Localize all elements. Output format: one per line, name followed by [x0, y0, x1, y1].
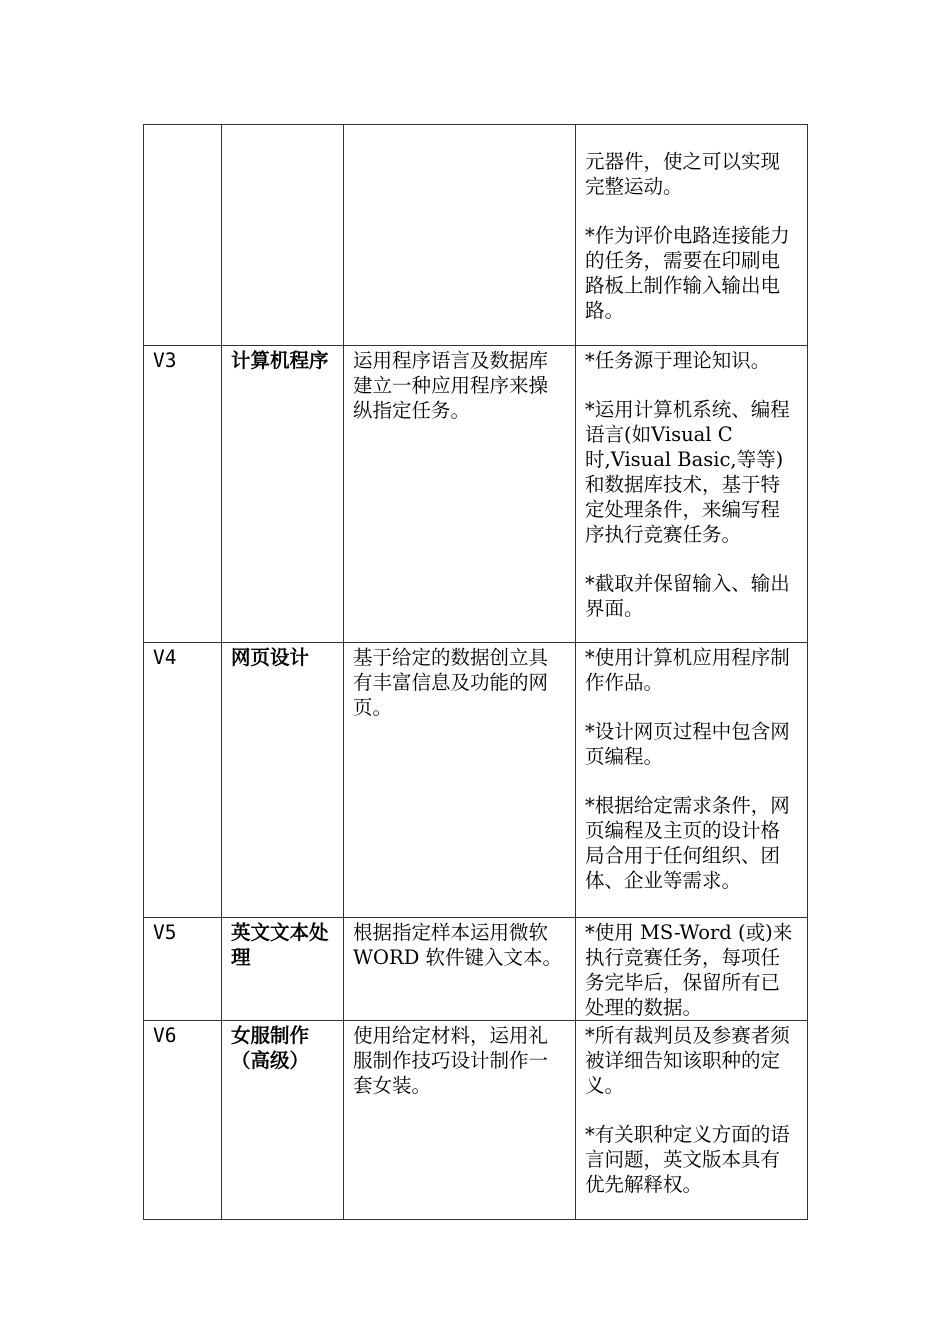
skill-code: V6 [144, 1021, 222, 1220]
requirement-text: 元器件，使之可以实现完整运动。 [585, 150, 781, 198]
requirement-text: *所有裁判员及参赛者须被详细告知该职种的定义。 [585, 1024, 790, 1097]
requirement-text: *任务源于理论知识。 [585, 349, 771, 372]
requirement-text: *有关职种定义方面的语言问题，英文版本具有优先解释权。 [585, 1123, 790, 1196]
skills-table [143, 124, 808, 1220]
skill-name: 网页设计 [222, 643, 344, 918]
requirement-text: *作为评价电路连接能力的任务，需要在印刷电路板上制作输入输出电路。 [585, 224, 790, 322]
skill-description: 根据指定样本运用微软 WORD 软件键入文本。 [344, 918, 576, 1021]
requirement-text: *使用计算机应用程序制作作品。 [585, 646, 790, 694]
skill-code: V5 [144, 918, 222, 1021]
skill-requirements [576, 346, 808, 643]
table-row [144, 918, 808, 1021]
requirement-text: *截取并保留输入、输出界面。 [585, 572, 790, 620]
skill-name: 计算机程序 [222, 346, 344, 643]
skill-code: V4 [144, 643, 222, 918]
skill-requirements [576, 918, 808, 1021]
skill-description [344, 125, 576, 346]
skill-description: 运用程序语言及数据库建立一种应用程序来操纵指定任务。 [344, 346, 576, 643]
requirement-text: *使用 MS-Word (或)来执行竞赛任务，每项任务完毕后，保留所有已处理的数据。 [585, 921, 793, 1019]
skill-code [144, 125, 222, 346]
skill-name: 英文文本处理 [222, 918, 344, 1021]
requirement-text: *根据给定需求条件，网页编程及主页的设计格局合用于任何组织、团体、企业等需求。 [585, 794, 790, 892]
skill-description: 使用给定材料，运用礼服制作技巧设计制作一套女装。 [344, 1021, 576, 1220]
requirement-text: *运用计算机系统、编程语言(如Visual C 时,Visual Basic,等等)和数据库技术，基于特定处理条件，来编写程序执行竞赛任务。 [585, 398, 790, 546]
skill-name: 女服制作（高级） [222, 1021, 344, 1220]
skill-requirements [576, 643, 808, 918]
table-row [144, 643, 808, 918]
skill-requirements [576, 125, 808, 346]
table-row [144, 346, 808, 643]
skill-description: 基于给定的数据创立具有丰富信息及功能的网页。 [344, 643, 576, 918]
skill-code: V3 [144, 346, 222, 643]
requirement-text: *设计网页过程中包含网页编程。 [585, 720, 790, 768]
skill-requirements [576, 1021, 808, 1220]
skill-name [222, 125, 344, 346]
table-row [144, 125, 808, 346]
table-row [144, 1021, 808, 1220]
